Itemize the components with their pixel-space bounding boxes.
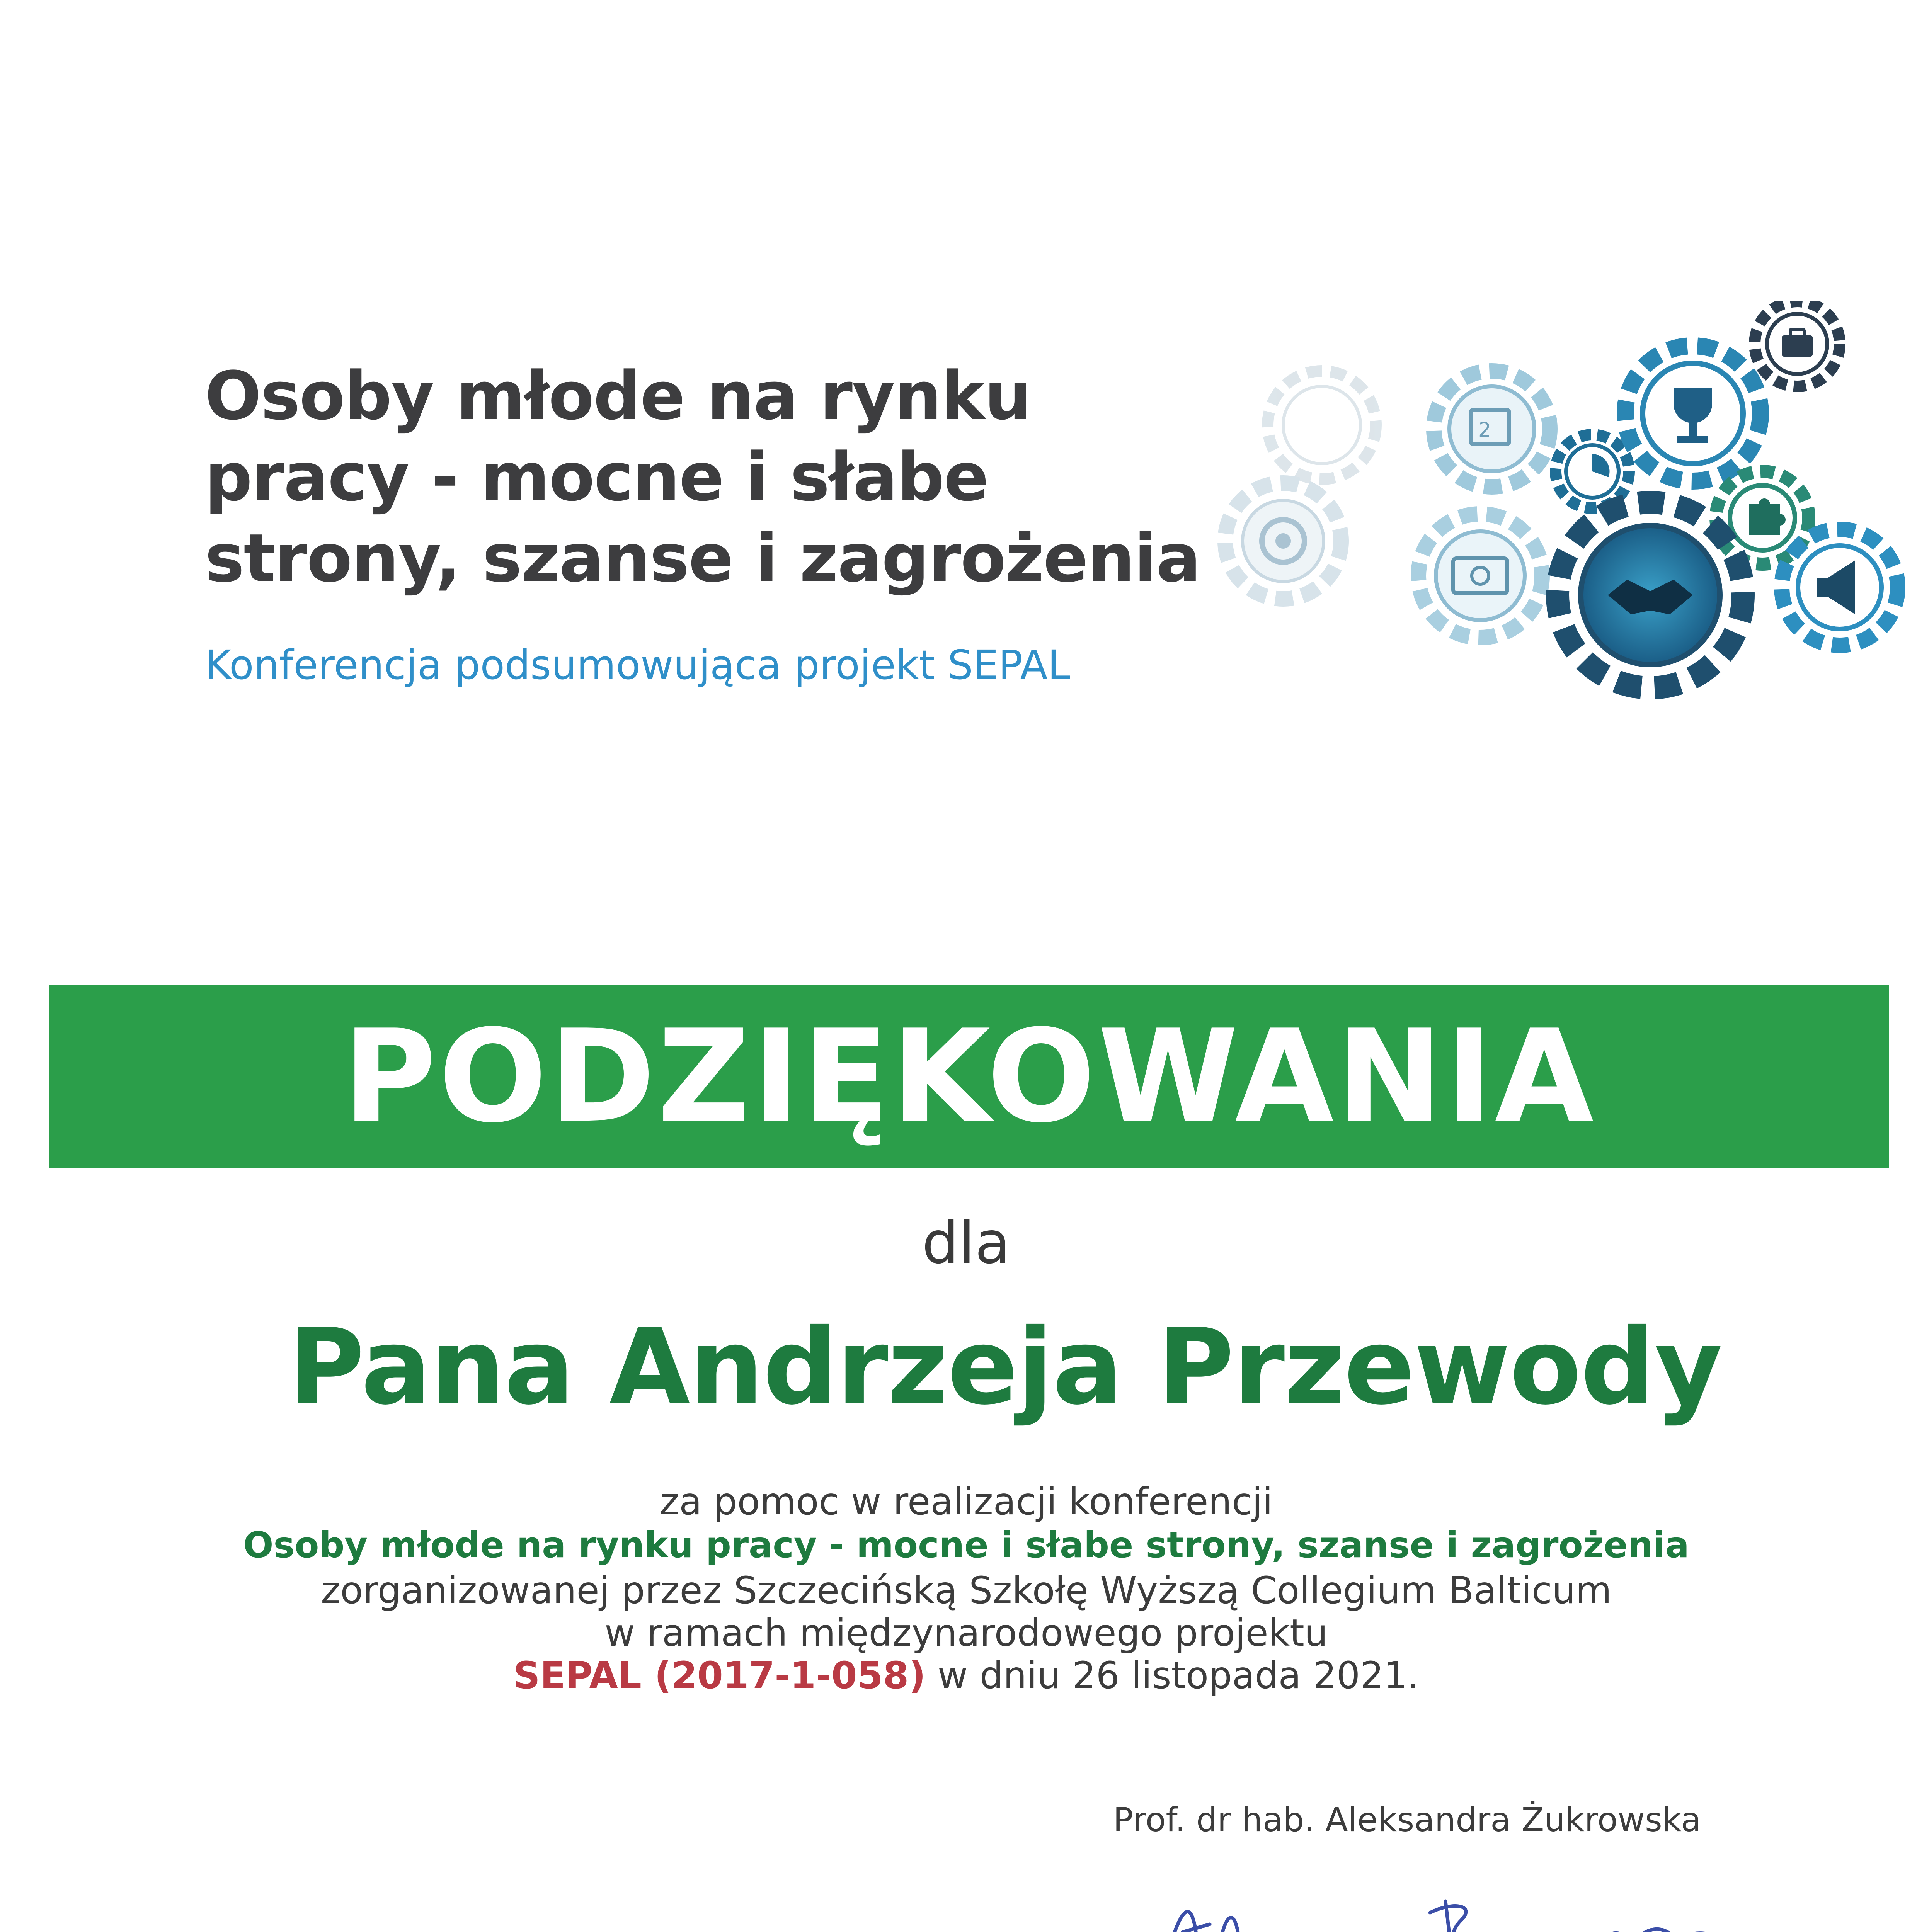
signatory-name: Prof. dr hab. Aleksandra Żukrowska	[1113, 1801, 1701, 1839]
target-icon	[1225, 483, 1341, 599]
project-code: SEPAL (2017-1-058)	[513, 1654, 926, 1697]
document-subtitle: Konferencja podsumowująca projekt SEPAL	[205, 641, 1070, 689]
handshake-icon	[1558, 502, 1743, 688]
recipient-name: Pana Andrzeja Przewody	[288, 1306, 1722, 1428]
trophy-icon	[1625, 346, 1760, 481]
document-title	[205, 355, 1210, 599]
handwritten-signature	[1159, 1878, 1739, 1932]
body-line-4: w ramach międzynarodowego projektu	[604, 1611, 1328, 1655]
event-date-text: w dniu 26 listopada 2021.	[926, 1654, 1419, 1697]
banner-text: PODZIĘKOWANIA	[342, 1002, 1596, 1151]
svg-text:2: 2	[1478, 418, 1491, 442]
money-icon	[1418, 514, 1542, 638]
body-line-3: zorganizowanej przez Szczecińską Szkołę Wyższą Collegium Balticum	[320, 1569, 1612, 1612]
dedication-for: dla	[922, 1209, 1011, 1277]
title-line-2: pracy - mocne i słabe	[205, 438, 988, 516]
briefcase-icon	[1755, 301, 1840, 386]
body-line-1: za pomoc w realizacji konferencji	[659, 1480, 1273, 1523]
title-line-3: strony, szanse i zagrożenia	[205, 519, 1200, 597]
calendar-icon	[1434, 371, 1550, 487]
gears-illustration	[1121, 301, 1917, 734]
body-line-5	[0, 1654, 1917, 1697]
title-line-1: Osoby młode na rynku	[205, 357, 1031, 435]
conference-name: Osoby młode na rynku pracy - mocne i słabe strony, szanse i zagrożenia	[243, 1524, 1689, 1566]
megaphone-icon	[1782, 529, 1898, 645]
